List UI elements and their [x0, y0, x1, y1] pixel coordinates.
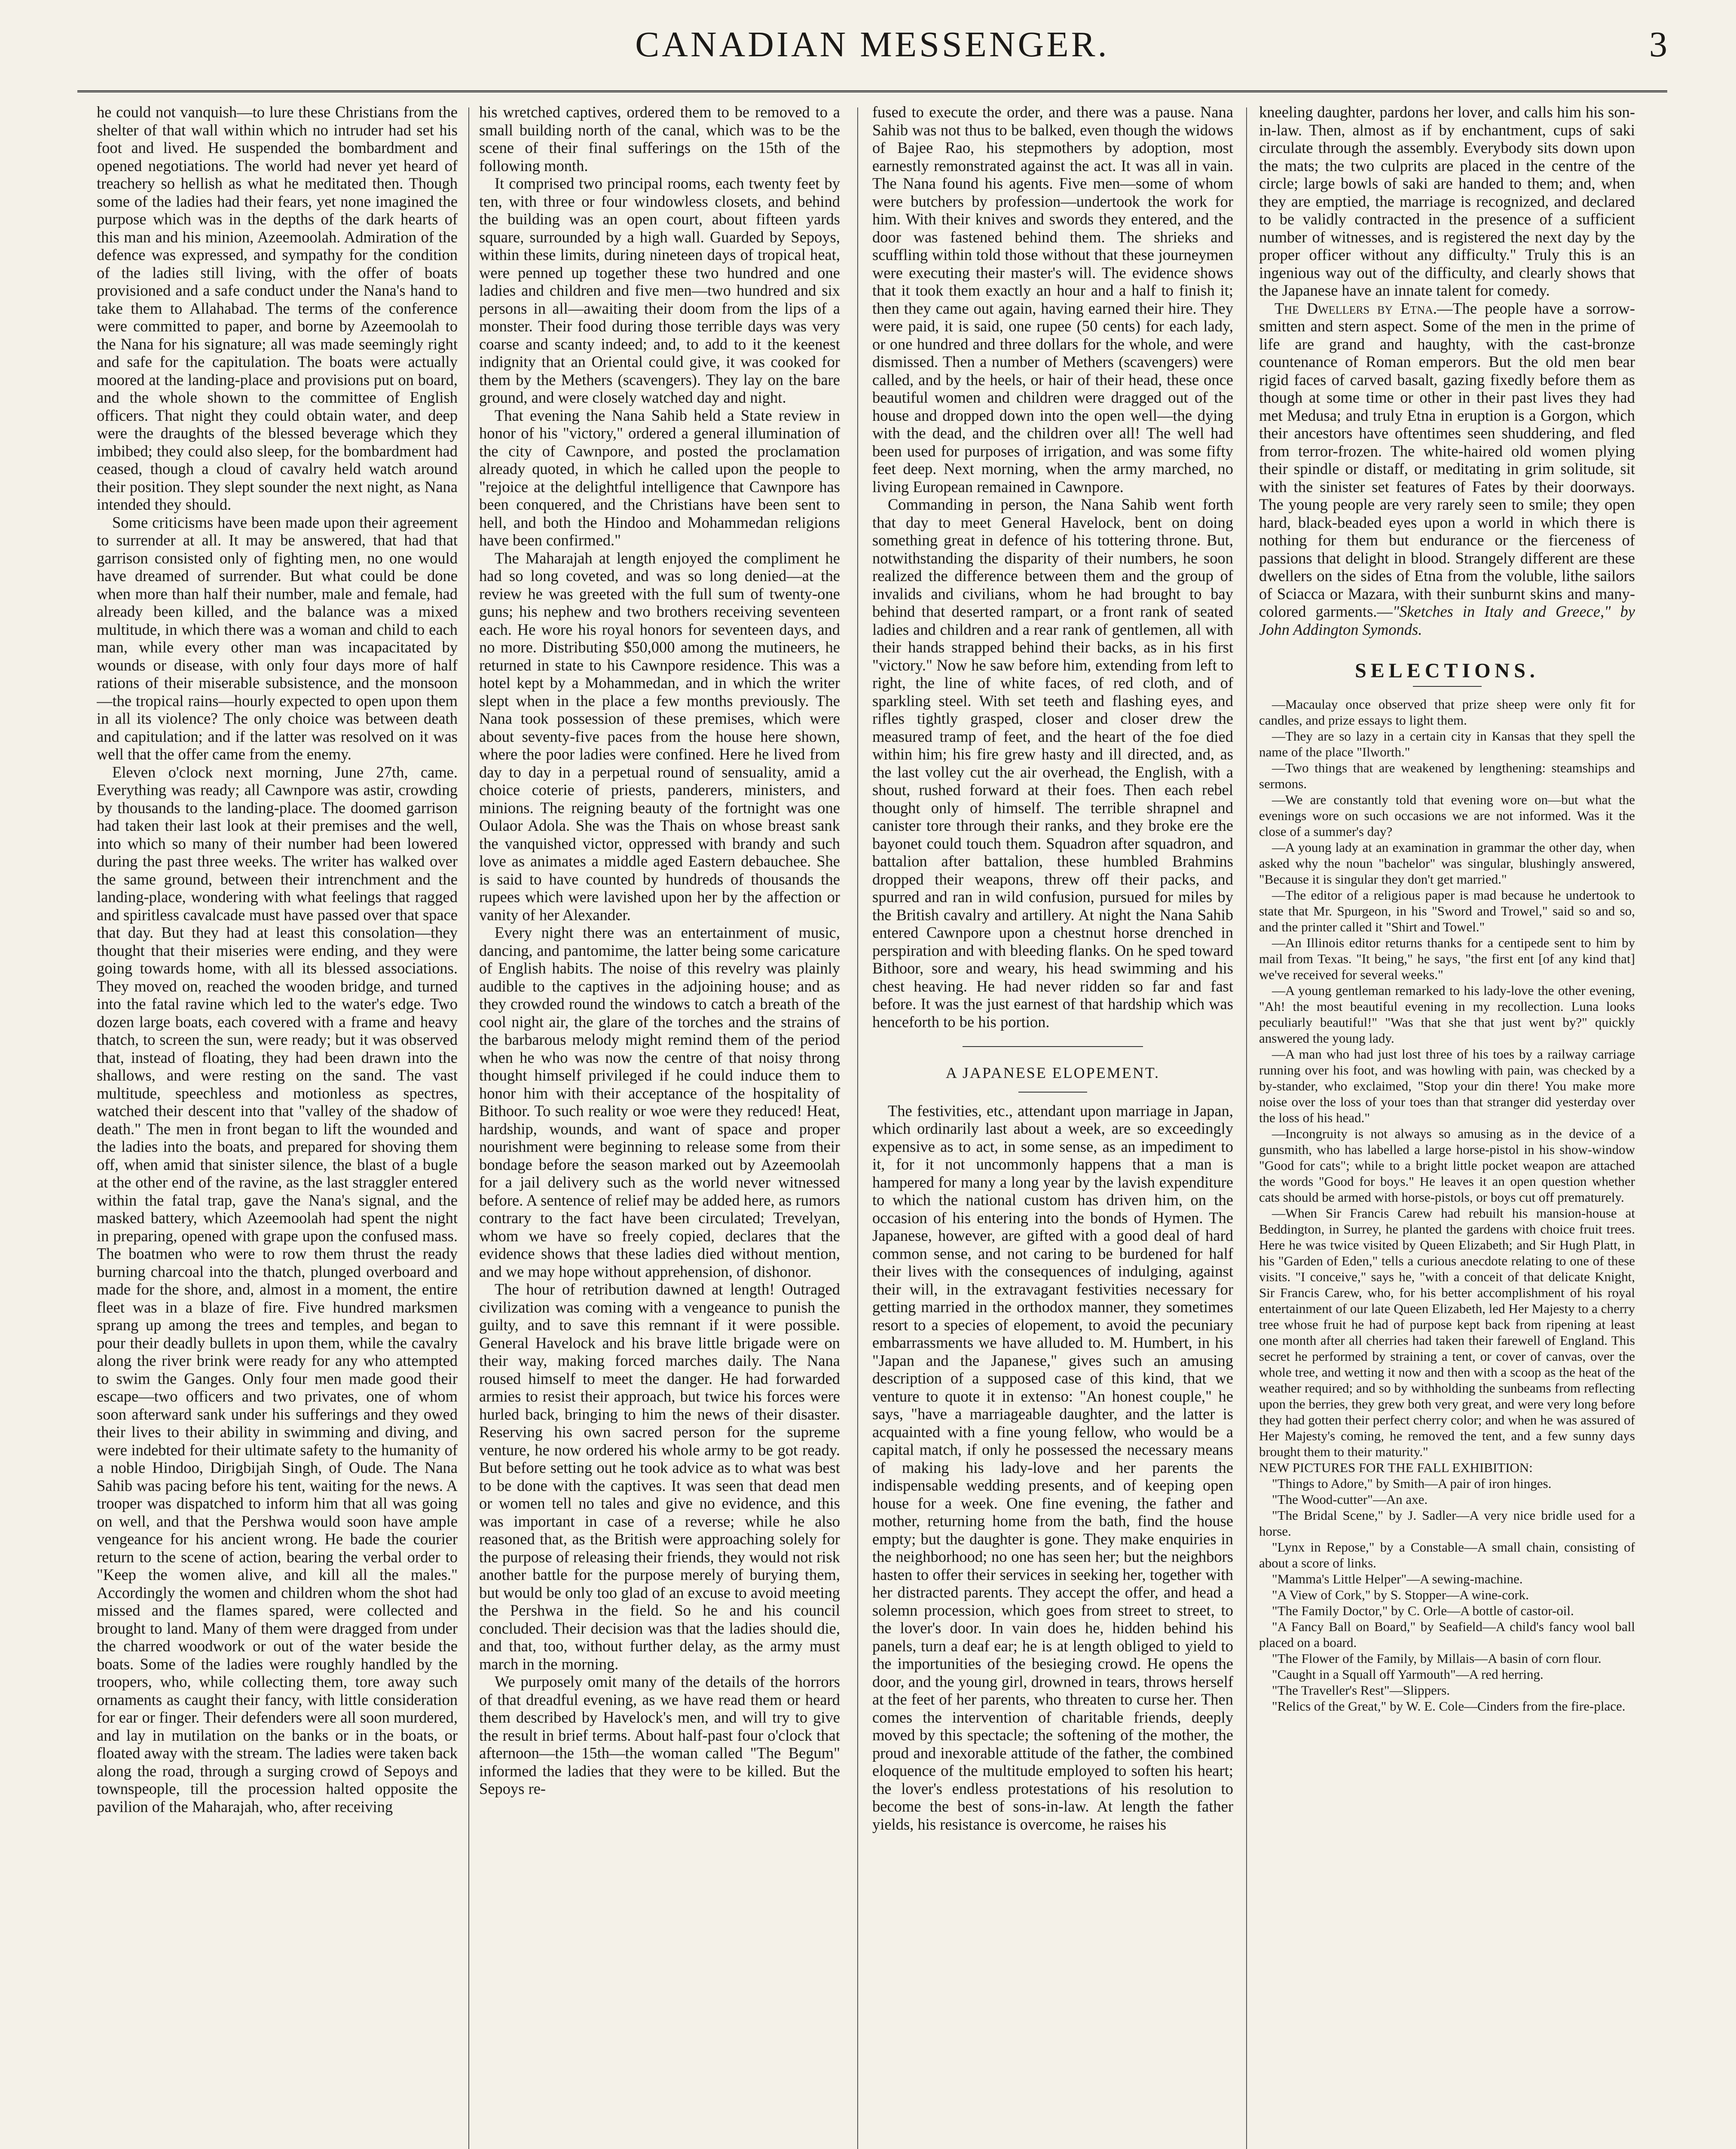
list-item: "The Flower of the Family, by Millais—A basin of corn flour.	[1272, 1650, 1602, 1666]
item-lead: The Dwellers by Etna.	[1274, 299, 1437, 317]
list-item: —The editor of a religious paper is mad because he undertook to state that Mr. Spurgeon, in his "Sword and Trowel," said so and so, and the printer called it "Shirt and Towel."	[1259, 887, 1635, 934]
list-item: "A Fancy Ball on Board," by Seafield—A child's fancy wool ball placed on a board.	[1259, 1619, 1635, 1650]
attribution: "Sketches in Italy and Greece," by John Addington Symonds.	[1259, 603, 1635, 638]
masthead-title: CANADIAN MESSENGER.	[635, 24, 1109, 64]
list-item: —A man who had just lost three of his toes by a railway carriage running over his foot, and was howling with pain, was checked by a by-stander, who exclaimed, "Stop your din there! You make more noise over the loss of your toes than that stranger did yesterday over the loss of his head."	[1259, 1046, 1635, 1125]
list-item: "The Family Doctor," by C. Orle—A bottle of castor-oil.	[1272, 1603, 1574, 1618]
list-item: —Macaulay once observed that prize sheep were only fit for candles, and prize essays to light them.	[1259, 696, 1635, 728]
paragraph: It comprised two principal rooms, each twenty feet by ten, with three or four windowless closets, and behind the building was an open court, about fifteen yards square, surrounded by a high wall. Guarded by Sepoys, within these limits, during nineteen days of tropical heat, were penned up together these two hundred and one ladies and children and five men—two hundred and six persons in all—awaiting their doom from the lips of a monster. Their food during those terrible days was very coarse and scanty indeed; and, to add to it the keenest indignity that an Oriental could give, it was cooked for them by the Methers (scavengers). They lay on the bare ground, and were closely watched day and night.	[479, 174, 840, 406]
column-divider	[1246, 107, 1247, 2149]
list-subheading: NEW PICTURES FOR THE FALL EXHIBITION:	[1259, 1460, 1533, 1475]
list-item: "Things to Adore," by Smith—A pair of iron hinges.	[1272, 1476, 1552, 1491]
list-item: "A View of Cork," by S. Stopper—A wine-cork.	[1272, 1587, 1529, 1602]
selections-list	[1259, 696, 1635, 1714]
paragraph: fused to execute the order, and there was a pause. Nana Sahib was not thus to be balked, even though the widows of Bajee Rao, his stepmothers by adoption, most earnestly remonstrated against the act. It was all in vain. The Nana found his agents. Five men—some of whom were butchers by profession—undertook the work for him. With their knives and swords they entered, and the door was fastened behind them. The shrieks and scuffling within told those without that these journeymen were executing their master's will. The evidence shows that it took them exactly an hour and a half to finish it; then they came out again, having earned their hire. They were paid, it is said, one rupee (50 cents) for each lady, or one hundred and three dollars for the whole, and were dismissed. Then a number of Methers (scavengers) were called, and by the heels, or hair of their head, these once beautiful women and children were dragged out of the house and dropped down into the open well—the dying with the dead, and the children over all! The well had been used for purposes of irrigation, and was some fifty feet deep. Next morning, when the army marched, no living European remained in Cawnpore.	[872, 103, 1233, 496]
list-item: —Incongruity is not always so amusing as in the device of a gunsmith, who has labelled a large horse-pistol in his show-window "Good for cats"; while to a bright little pocket weapon are attached the words "Good for boys." He leaves it an open question whether cats should be armed with horse-pistols, or boys cut off prematurely.	[1259, 1126, 1635, 1205]
masthead	[77, 24, 1667, 80]
list-item: —They are so lazy in a certain city in Kansas that they spell the name of the place "Ilworth."	[1259, 728, 1635, 759]
column-1	[97, 103, 458, 2149]
paragraph: Every night there was an entertainment of music, dancing, and pantomime, the latter being some caricature of English habits. The noise of this revelry was plainly audible to the captives in the adjoining house; and as they crowded round the windows to catch a breath of the cool night air, the glare of the torches and the strains of the barbarous melody might remind them of the period when he who was now the centre of that noisy throng thought himself privileged if he could induce them to honor him with their acceptance of the hospitality of Bithoor. To such reality or woe were they reduced! Heat, hardship, wounds, and want of space and proper nourishment were beginning to release some from their bondage before the season marked out by Azeemoolah for a jail delivery such as the world never witnessed before. A sentence of relief may be added here, as rumors contrary to the fact have been circulated; Trevelyan, whom we have so freely copied, declares that the evidence shows that these ladies died without mention, and we may hope without apprehension, of dishonor.	[479, 924, 840, 1280]
column-divider	[468, 107, 469, 2149]
page-number: 3	[1649, 24, 1667, 64]
column-4	[1259, 103, 1635, 2149]
paragraph: That evening the Nana Sahib held a State review in honor of his "victory," ordered a general illumination of the city of Cawnpore, and posted the proclamation already quoted, in which he called upon the people to "rejoice at the delightful intelligence that Cawnpore has been conquered, and the Christians have been sent to hell, and both the Hindoo and Mohammedan religions have been confirmed."	[479, 406, 840, 549]
paragraph: kneeling daughter, pardons her lover, and calls him his son-in-law. Then, almost as if by enchantment, cups of saki circulate through the assembly. Everybody sits down upon the mats; the two culprits are placed in the centre of the circle; large bowls of saki are handed to them; and, when they are emptied, the marriage is recognized, and declared to be validly contracted in the presence of a sufficient number of witnesses, and is registered the next day by the proper officer without any difficulty." Truly this is an ingenious way out of the difficulty, and clearly shows that the Japanese have an innate talent for comedy.	[1259, 103, 1635, 299]
column-2	[479, 103, 840, 2149]
list-item: —Two things that are weakened by lengthening: steamships and sermons.	[1259, 760, 1635, 791]
paragraph: The hour of retribution dawned at length! Outraged civilization was coming with a vengeance to punish the guilty, and to save this remnant if it were possible. General Havelock and his brave little brigade were on their way, making forced marches daily. The Nana roused himself to meet the danger. He had forwarded armies to resist their approach, but twice his forces were hurled back, bringing to him the news of their disaster. Reserving his own sacred person for the supreme venture, he now ordered his whole army to be got ready. But before setting out he took advice as to what was best to be done with the captives. It was seen that dead men or women tell no tales and give no evidence, and this was important in case of a reverse; while he also reasoned that, as the British were approaching solely for the purpose of releasing their friends, they would not risk another battle for the purpose merely of burying them, but would be only too glad of an excuse to avoid meeting the Pershwa in the field. So he and his council concluded. Their decision was that the ladies should die, and that, too, without further delay, as the army must march in the morning.	[479, 1280, 840, 1673]
list-item: "Caught in a Squall off Yarmouth"—A red herring.	[1272, 1666, 1543, 1682]
selections-heading: SELECTIONS.	[1355, 659, 1539, 682]
article-heading: A JAPANESE ELOPEMENT.	[945, 1064, 1160, 1081]
list-item: —A young gentleman remarked to his lady-love the other evening, "Ah! the most beautiful evening in my recollection. Luna looks peculiarly beautiful!" "Was that she that just went by?" quickly answered the young lady.	[1259, 983, 1635, 1046]
list-item: "Mamma's Little Helper"—A sewing-machine.	[1272, 1571, 1523, 1586]
list-item: "The Traveller's Rest"—Slippers.	[1272, 1682, 1450, 1698]
list-item: "The Wood-cutter"—An axe.	[1272, 1491, 1428, 1507]
paragraph: his wretched captives, ordered them to be removed to a small building north of the canal, which was to be the scene of their final sufferings on the 15th of the following month.	[479, 103, 840, 174]
heading-rule	[1413, 686, 1482, 687]
item-text: —The people have a sorrow-smitten and stern aspect. Some of the men in the prime of life are grand and haughty, with the cast-bronze countenance of Roman emperors. But the old men bear rigid faces of carved basalt, gazing fixedly before them as though at some time or other in their past lives they had met Medusa; and truly Etna in eruption is a Gorgon, which their ancestors have oftentimes seen shuddering, and fled from terror-frozen. The white-haired old women plying their spindle or distaff, or meditating in grim solitude, sit with the sinister set features of Fates by their doorways. The young people are very rarely seen to smile; they open hard, black-beaded eyes upon a world in which there is nothing for them but endurance or the fierceness of passions that delight in blood. Strangely different are these dwellers on the sides of Etna from the voluble, lithe sailors of Sciacca or Mazara, with their sunburnt skins and many-colored garments.—	[1259, 299, 1635, 620]
paragraph	[1259, 300, 1635, 639]
list-item: —When Sir Francis Carew had rebuilt his mansion-house at Beddington, in Surrey, he planted the gardens with choice fruit trees. Here he was twice visited by Queen Elizabeth; and Sir Hugh Platt, in his "Garden of Eden," tells a curious anecdote relating to one of these visits. "I conceive," says he, "with a conceit of that delicate Knight, Sir Francis Carew, who, for his better accomplishment of his royal entertainment of our late Queen Elizabeth, led Her Majesty to a cherry tree whose fruit he had of purpose kept back from ripening at least one month after all cherries had taken their farewell of England. This secret he performed by straining a tent, or cover of canvas, over the whole tree, and wetting it now and then with a scoop as the heat of the weather required; and so by withholding the sunbeams from reflecting upon the berries, they grew both very great, and were very long before they had gotten their perfect cherry color; and when he was assured of Her Majesty's coming, he removed the tent, and a few sunny days brought them to their maturity."	[1259, 1205, 1635, 1459]
column-divider	[857, 107, 858, 2149]
paragraph: Eleven o'clock next morning, June 27th, came. Everything was ready; all Cawnpore was astir, crowding by thousands to the landing-place. The doomed garrison had taken their last look at their premises and the well, into which so many of their number had been lowered during the past three weeks. The writer has walked over the same ground, between their intrenchment and the landing-place, wondering with what feelings that ragged and spiritless cavalcade must have passed over that space that day. But they had at least this consolation—they thought that their miseries were ending, and they were going towards home, with all its blessed associations. They moved on, reached the wooden bridge, and turned into the fatal ravine which led to the water's edge. Two dozen large boats, each covered with a frame and heavy thatch, to screen the sun, were ready; but it was observed that, instead of floating, they had been drawn into the shallows, and were resting on the sand. The vast multitude, speechless and motionless as spectres, watched their descent into that "valley of the shadow of death." The men in front began to lift the wounded and the ladies into the boats, and prepared for shoving them off, when amid that sinister silence, the blast of a bugle at the other end of the ravine, as the last straggler entered within the fatal trap, gave the Nana's signal, and the masked battery, which Azeemoolah had spent the night in preparing, opened with grape upon the confused mass. The boatmen who were to row them thrust the ready burning charcoal into the thatch, plunged overboard and made for the shore, and, almost in a moment, the entire fleet was in a blaze of fire. Five hundred marksmen sprang up among the trees and temples, and began to pour their deadly bullets in upon them, while the cavalry along the river brink were ready for any who attempted to swim the Ganges. Only four men made good their escape—two officers and two privates, one of whom soon afterward sank under his sufferings and they owed their lives to their ability in swimming and diving, and were indebted for their ultimate safety to the humanity of a noble Hindoo, Dirigbijah Singh, of Oude. The Nana Sahib was pacing before his tent, waiting for the news. A trooper was dispatched to inform him that all was going on well, and that the Pershwa would soon have ample vengeance for his ancient wrong. He bade the courier return to the scene of action, bearing the verbal order to "Keep the women alive, and kill all the males." Accordingly the women and children whom the shot had missed and the flames spared, were collected and brought to land. Many of them were dragged from under the charred woodwork or out of the water beside the boats. Some of the ladies were roughly handled by the troopers, who, while collecting them, tore away such ornaments as caught their fancy, with little consideration for ear or finger. Their defenders were all soon murdered, and lay in mutilation on the banks or in the boats, or floated away with the stream. The ladies were taken back along the road, through a surging crowd of Sepoys and townspeople, till the procession halted opposite the pavilion of the Maharajah, who, after receiving	[97, 763, 458, 1815]
list-item: "Lynx in Repose," by a Constable—A small chain, consisting of about a score of links.	[1259, 1539, 1635, 1570]
heading-rule	[1018, 1092, 1087, 1093]
list-item: —We are constantly told that evening wore on—but what the evenings wore on such occasions we are not informed. Was it the close of a summer's day?	[1259, 792, 1635, 839]
paragraph: We purposely omit many of the details of the horrors of that dreadful evening, as we have read them or heard them described by Havelock's men, and will try to give the result in brief terms. About half-past four o'clock that afternoon—the 15th—the woman called "The Begum" informed the ladies that they were to be killed. But the Sepoys re-	[479, 1673, 840, 1797]
paragraph: he could not vanquish—to lure these Christians from the shelter of that wall within which no intruder had set his foot and lived. He suspended the bombardment and opened negotiations. The world had never yet heard of treachery so hellish as what he meditated then. Though some of the ladies had their fears, yet none imagined the purpose which was in the depths of the dark hearts of this man and his minion, Azeemoolah. Admiration of the defence was expressed, and sympathy for the condition of the ladies still living, with the offer of boats provisioned and a safe conduct under the Nana's hand to take them to Allahabad. The terms of the conference were committed to paper, and borne by Azeemoolah to the Nana for his signature; all was made seemingly right and safe for the capitulation. The boats were actually moored at the landing-place and provisions put on board, and the whole shown to the committee of English officers. That night they could obtain water, and deep were the draughts of the blessed beverage which they imbibed; they could also sleep, for the bombardment had ceased, though a cloud of cavalry held watch around their position. They slept sounder the next night, as Nana intended they should.	[97, 103, 458, 513]
paragraph: Commanding in person, the Nana Sahib went forth that day to meet General Havelock, bent on doing something great in defence of his tottering throne. But, notwithstanding the disparity of their numbers, he soon realized the difference between them and the group of invalids and civilians, whom he had brought to bay behind that deserted rampart, or a front rank of seated ladies and children and a rear rank of gentlemen, all with their hands strapped behind their backs, as in his first "victory." Now he saw before him, extending from left to right, the line of white faces, of red cloth, and of sparkling steel. With set teeth and flashing eyes, and rifles tightly grasped, closer and closer drew the measured tramp of feet, and the heart of the foe died within him; his fire grew hasty and ill directed, and, as the last volley cut the air overhead, the English, with a shout, rushed forward at their foes. Then each rebel thought only of himself. The terrible shrapnel and canister tore through their ranks, and they broke ere the bayonet could touch them. Squadron after squadron, and battalion after battalion, these humbled Brahmins dropped their weapons, threw off their packs, and spurred and ran in wild confusion, pursued for miles by the British cavalry and artillery. At night the Nana Sahib entered Cawnpore upon a chestnut horse drenched in perspiration and with bleeding flanks. On he sped toward Bithoor, sore and weary, his head swimming and his chest heaving. He had never ridden so far and fast before. It was the just earnest of that hardship which was henceforth to be his portion.	[872, 496, 1233, 1031]
column-3	[872, 103, 1233, 2149]
section-rule	[963, 1046, 1143, 1047]
list-item: —A young lady at an examination in grammar the other day, when asked why the noun "bachelor" was singular, blushingly answered, "Because it is singular they don't get married."	[1259, 839, 1635, 887]
paragraph: Some criticisms have been made upon their agreement to surrender at all. It may be answered, that had that garrison consisted only of fighting men, no one would have dreamed of surrender. But what could be done when more than half their number, male and female, had already been killed, and the balance was a mixed multitude, in which there was a woman and child to each man, while every other man was incapacitated by wounds or disease, with only four days more of half rations of their miserable subsistence, and the monsoon—the tropical rains—hourly expected to open upon them in all its violence? The only choice was between death and capitulation; and if the latter was resolved on it was well that the offer came from the enemy.	[97, 513, 458, 763]
masthead-rule	[77, 90, 1667, 92]
list-item: "Relics of the Great," by W. E. Cole—Cinders from the fire-place.	[1272, 1698, 1626, 1714]
list-item: "The Bridal Scene," by J. Sadler—A very nice bridle used for a horse.	[1259, 1507, 1635, 1539]
list-item: —An Illinois editor returns thanks for a centipede sent to him by mail from Texas. "It being," he says, "the first ent [of any kind that] we've received for several weeks."	[1259, 935, 1635, 982]
paragraph: The festivities, etc., attendant upon marriage in Japan, which ordinarily last about a week, are so exceedingly expensive as to act, in some sense, as an impediment to it, for it not uncommonly happens that a man is hampered for many a long year by the lavish expenditure to which the national custom has driven him, on the occasion of his entering into the bonds of Hymen. The Japanese, however, are gifted with a good deal of hard common sense, and not caring to be burdened for half their lives with the consequences of indulging, against their will, in the extravagant festivities necessary for getting married in the orthodox manner, they sometimes resort to a species of elopement, to avoid the pecuniary embarrassments we have alluded to. M. Humbert, in his "Japan and the Japanese," gives such an amusing description of a supposed case of this kind, that we venture to quote it in extenso: "An honest couple," he says, "have a marriageable daughter, and the latter is acquainted with a fine young fellow, who would be a capital match, if only he possessed the necessary means of making his lady-love and her parents the indispensable wedding presents, and of keeping open house for a week. One fine evening, the father and mother, returning home from the bath, find the house empty; but the daughter is gone. They make enquiries in the neighborhood; no one has seen her; but the neighbors hasten to offer their services in seeking her, together with her distracted parents. They accept the offer, and head a solemn procession, which goes from street to street, to the lover's door. In vain does he, hidden behind his panels, turn a deaf ear; he is at length obliged to yield to the importunities of the besieging crowd. He opens the door, and the young girl, drowned in tears, throws herself at the feet of her parents, who threaten to curse her. Then comes the intervention of charitable friends, deeply moved by this spectacle; the softening of the mother, the proud and inexorable attitude of the father, the combined eloquence of the multitude employed to soften his heart; the lover's endless protestations of his resolution to become the best of sons-in-law. At length the father yields, his resistance is overcome, he raises his	[872, 1102, 1233, 1833]
paragraph: The Maharajah at length enjoyed the compliment he had so long coveted, and was so long denied—at the review he was greeted with the full sum of twenty-one guns; his nephew and two brothers receiving seventeen each. He wore his royal honors for seventeen days, and no more. Distributing $50,000 among the mutineers, he returned in state to his Cawnpore residence. This was a hotel kept by a Mohammedan, and in which the writer slept when in the place a few months previously. The Nana took possession of these premises, which were about seventy-five paces from the house here shown, where the poor ladies were confined. Here he lived from day to day in a perpetual round of sensuality, amid a choice coterie of priests, panderers, ministers, and minions. The reigning beauty of the fortnight was one Oulaor Adola. She was the Thais on whose breast sank the vanquished victor, oppressed with brandy and such love as animates a middle aged Eastern debauchee. She is said to have counted by hundreds of thousands the rupees which were lavished upon her by the affection or vanity of her Alexander.	[479, 549, 840, 924]
